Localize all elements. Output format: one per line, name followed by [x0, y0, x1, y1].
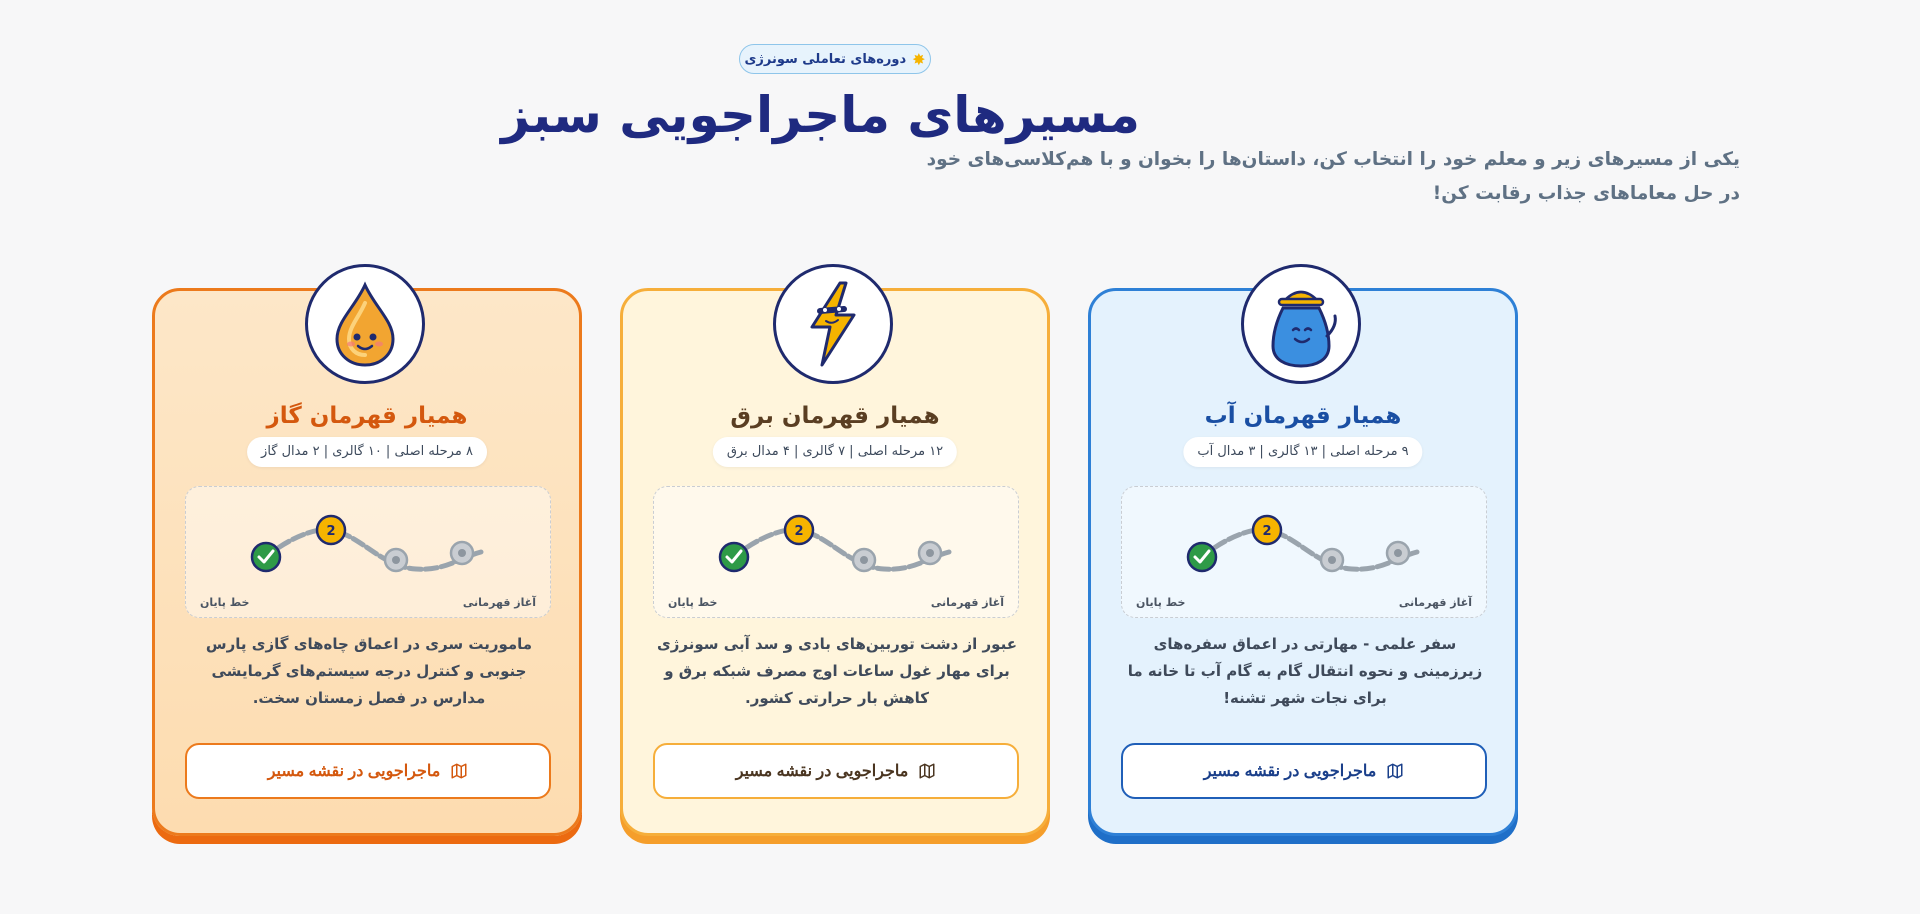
adventure-map-label: ماجراجویی در نقشه مسیر — [267, 763, 441, 780]
card-description: عبور از دشت توربین‌های بادی و سد آبی سونرژی برای مهار غول ساعات اوج مصرف شبکه برق و کاهش بار حرارتی کشور. — [657, 635, 1017, 707]
step-completed — [1188, 543, 1216, 571]
card-title: همیار قهرمان گاز — [266, 403, 468, 429]
adventure-map-label: ماجراجویی در نقشه مسیر — [735, 763, 909, 780]
step-locked — [1321, 549, 1343, 571]
current-step-number: 2 — [1262, 524, 1272, 539]
badge-label: دوره‌های تعاملی سونرژی — [744, 51, 907, 67]
card-title: همیار قهرمان برق — [730, 403, 940, 429]
card-stats: ۱۲ مرحله اصلی | ۷ گالری | ۴ مدال برق — [713, 437, 957, 467]
map-end-label: خط پایان — [668, 596, 718, 609]
step-locked — [451, 542, 473, 564]
step-locked — [853, 549, 875, 571]
gas-drop-icon — [325, 279, 405, 369]
step-current[interactable] — [1253, 516, 1281, 544]
step-locked — [919, 542, 941, 564]
map-start-label: آغاز قهرمانی — [462, 596, 536, 609]
step-current[interactable] — [785, 516, 813, 544]
step-locked — [1387, 542, 1409, 564]
route-map — [1121, 486, 1487, 618]
card-description: ماموریت سری در اعماق چاه‌های گازی پارس جنوبی و کنترل درجه سیستم‌های گرمایشی مدارس در فصل زمستان سخت. — [205, 635, 533, 707]
current-step-number: 2 — [326, 524, 336, 539]
mascot-avatar — [305, 264, 425, 384]
map-icon — [918, 762, 936, 780]
route-map — [653, 486, 1019, 618]
adventure-map-button[interactable] — [185, 743, 551, 799]
card-description: سفر علمی - مهارتی در اعماق سفره‌های زیرزمینی و نحوه انتقال گام به گام آب تا خانه ما برای نجات شهر تشنه! — [1127, 635, 1483, 707]
courses-badge — [739, 44, 931, 74]
adventure-map-button[interactable] — [653, 743, 1019, 799]
step-locked — [385, 549, 407, 571]
mascot-avatar — [773, 264, 893, 384]
page-subtitle: یکی از مسیرهای زیر و معلم خود را انتخاب کن، داستان‌ها را بخوان و با هم‌کلاسی‌های خود در حل معاماهای جذاب رقابت کن! — [926, 149, 1740, 204]
mascot-avatar — [1241, 264, 1361, 384]
step-current[interactable] — [317, 516, 345, 544]
star-icon: ✸ — [912, 49, 926, 69]
map-icon — [450, 762, 468, 780]
adventure-map-label: ماجراجویی در نقشه مسیر — [1203, 763, 1377, 780]
card-title: همیار قهرمان آب — [1204, 403, 1402, 429]
card-stats: ۹ مرحله اصلی | ۱۳ گالری | ۳ مدال آب — [1183, 437, 1422, 467]
course-card-electricity — [620, 288, 1050, 836]
card-stats: ۸ مرحله اصلی | ۱۰ گالری | ۲ مدال گاز — [247, 437, 487, 467]
page-title: مسیرهای ماجراجویی سبز — [501, 86, 1140, 144]
map-start-label: آغاز قهرمانی — [930, 596, 1004, 609]
lightning-bolt-icon — [798, 279, 868, 369]
adventure-map-button[interactable] — [1121, 743, 1487, 799]
course-card-water — [1088, 288, 1518, 836]
step-completed — [720, 543, 748, 571]
course-card-gas — [152, 288, 582, 836]
current-step-number: 2 — [794, 524, 804, 539]
step-completed — [252, 543, 280, 571]
map-end-label: خط پایان — [200, 596, 250, 609]
map-icon — [1386, 762, 1404, 780]
map-end-label: خط پایان — [1136, 596, 1186, 609]
water-drop-icon — [1261, 278, 1341, 370]
map-start-label: آغاز قهرمانی — [1398, 596, 1472, 609]
route-map — [185, 486, 551, 618]
